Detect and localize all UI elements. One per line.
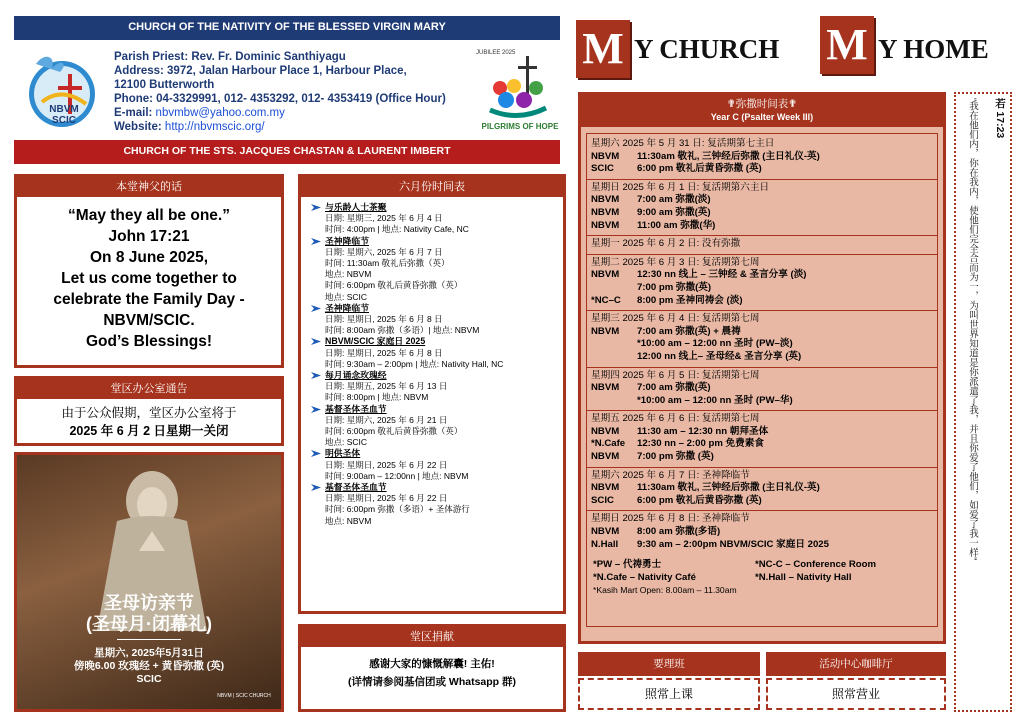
schedule-item-line: 地点: SCIC [325,291,368,302]
cafe-heading: 活动中心咖啡厅 [766,652,946,676]
mass-times-list [587,136,937,554]
church-name-banner [14,16,560,40]
mass-detail: 7:00 pm 弥撒 (英) [637,451,714,463]
catechism-panel [578,652,760,712]
second-church-banner [14,140,560,164]
priest-word-body [17,197,281,352]
address-line-2: 12100 Butterworth [114,79,215,91]
poster-line-2: 傍晚6.00 玫瑰经 + 黄昏弥撒 (英) [73,660,225,672]
schedule-item-line: 时间: 9:30am – 2:00pm | 地点: Nativity Hall, NC [325,358,504,369]
poster-divider [117,639,181,640]
priest-word-line: On 8 June 2025, [89,249,209,266]
poster-title-1: 圣母访亲节 [104,593,194,613]
schedule-item-line: 时间: 6:00pm 弥撒（多语）+ 圣体游行 [325,504,470,515]
mass-location: NBVM [591,325,620,337]
schedule-item-line: 日期: 星期三, 2025 年 6 月 4 日 [325,213,443,224]
mass-row [591,220,933,233]
office-notice-heading: 堂区办公室通告 [17,379,281,399]
schedule-item-line: 日期: 星期日, 2025 年 6 月 22 日 [325,459,448,470]
schedule-item-line: 时间: 11:30am 敬礼后弥撒（英） [325,258,450,269]
mass-times-header [581,95,943,127]
schedule-item [309,202,559,236]
title-word-1: Y CHURCH [634,34,780,64]
mass-detail: 6:00 pm 敬礼后黄昏弥撒 (英) [637,494,762,506]
poster-title-2: (圣母月·闭幕礼) [86,614,212,634]
mass-location: NBVM [591,194,620,206]
mass-times-panel [578,92,946,644]
verse-ref: 若 17:23 [994,98,1006,139]
schedule-item-title: 基督圣体圣血节 [325,403,387,414]
mass-row [591,282,933,295]
mass-row [591,151,933,164]
mass-row [591,526,933,539]
mass-detail: 8:00 am 弥撒(多语) [637,526,721,538]
schedule-item-line: 日期: 星期五, 2025 年 6 月 13 日 [325,381,448,392]
mass-location: NBVM [591,482,620,494]
mass-day-block [587,311,937,367]
mass-row [591,295,933,308]
mass-location: NBVM [591,150,620,162]
title-word-2: Y HOME [878,34,989,64]
arrow-bullet-icon [311,237,321,246]
legend-kasih: *Kasih Mart Open: 8.00am – 11.30am [593,585,737,596]
schedule-item-title: 每月诵念玫瑰经 [325,370,387,381]
cafe-text: 照常营业 [766,678,946,710]
donation-panel [298,624,566,712]
mass-row [591,426,933,439]
mass-day-block [587,411,937,467]
mass-detail: 11:30 am – 12:30 nn 朝拜圣体 [637,425,769,437]
jubilee-logo [476,48,560,136]
title-letter-m2: M [820,16,874,74]
schedule-item [309,448,559,482]
schedule-item-line: 日期: 星期六, 2025 年 6 月 21 日 [325,414,448,425]
arrow-bullet-icon [311,203,321,212]
mass-day-block [587,468,937,512]
june-schedule-panel [298,174,566,614]
jubilee-top: JUBILEE 2025 [476,50,516,56]
priest-word-line: God’s Blessings! [85,333,213,350]
mass-row [591,338,933,351]
schedule-item-line: 时间: 6:00pm 敬礼后黄昏弥撒（英） [325,280,463,291]
mass-day-heading: 星期日 2025 年 6 月 1 日: 复活期第六主日 [591,181,770,193]
cafe-panel [766,652,946,712]
mass-detail: 12:00 nn 线上– 圣母经& 圣言分享 (英) [637,350,802,362]
mass-location: N.Hall [591,538,619,550]
schedule-item [309,370,559,404]
mass-row [591,395,933,408]
mass-row [591,326,933,339]
mass-location: NBVM [591,382,620,394]
poster-title [17,593,281,635]
schedule-item-line: 日期: 星期日, 2025 年 6 月 8 日 [325,347,443,358]
schedule-item-line: 日期: 星期六, 2025 年 6 月 7 日 [325,246,443,257]
parish-info [114,50,474,134]
phone: Phone: 04-3329991, 012- 4353292, 012- 4353419 (Office Hour) [114,93,446,105]
schedule-item-title: 与乐龄人士茶聚 [325,202,387,212]
mass-location: SCIC [591,494,614,506]
schedule-item-line: 时间: 8:00am 弥撒（多语）| 地点: NBVM [325,325,480,336]
priest-word-line: celebrate the Family Day - [53,291,245,308]
priest-word-line: NBVM/SCIC. [103,312,195,329]
poster-badge: NBVM | SCIC CHURCH [217,693,271,699]
mass-day-block [587,511,937,554]
schedule-item-line: 日期: 星期日, 2025 年 6 月 8 日 [325,314,443,325]
mass-detail: 7:00 pm 弥撒(英) [637,281,712,293]
mass-detail: 11:30am 敬礼, 三钟经后弥撒 (主日礼仪-英) [637,150,820,162]
page-title [574,12,1014,84]
schedule-item [309,236,559,303]
mass-detail: 9:00 am 弥撒(英) [637,206,711,218]
poster-line-3: SCIC [136,673,162,685]
schedule-item [309,482,559,527]
mass-day-block [587,136,937,180]
june-schedule-heading: 六月份时间表 [301,177,563,197]
title-letter-m1: M [576,20,630,78]
arrow-bullet-icon [311,304,321,313]
mass-day-heading: 星期日 2025 年 6 月 8 日: 圣神降临节 [591,513,750,525]
mass-detail: 12:30 nn 线上 – 三钟经 & 圣言分享 (淡) [637,269,807,281]
mass-row [591,163,933,176]
parish-logo [22,46,102,130]
schedule-item [309,404,559,449]
mass-day-block [587,368,937,412]
jubilee-bottom: PILGRIMS OF HOPE [481,122,559,131]
mass-location: NBVM [591,219,620,231]
priest-word-heading: 本堂神父的话 [17,177,281,197]
mass-legend [587,554,937,596]
mass-row [591,451,933,464]
mass-location: *N.Cafe [591,438,626,450]
mass-detail: 8:00 pm 圣神同祷会 (淡) [637,294,743,306]
feast-poster [14,452,284,712]
poster-line-1: 星期六, 2025年5月31日 [94,647,204,659]
schedule-item-line: 时间: 9:00am – 12:00nn | 地点: NBVM [325,470,469,481]
mass-detail: 7:00 am 弥撒(英) + 晨祷 [637,325,741,337]
schedule-item-line: 日期: 星期日, 2025 年 6 月 22 日 [325,493,448,504]
mass-row [591,539,933,552]
email-link[interactable]: nbvmbw@yahoo.com.my [155,107,285,119]
mass-day-heading: 星期三 2025 年 6 月 4 日: 复活期第七周 [591,313,760,325]
website-row [114,120,474,134]
mass-detail: 11:00 am 弥撒(华) [637,219,716,231]
mass-location: NBVM [591,526,620,538]
mass-row [591,482,933,495]
mass-day-block [587,255,937,311]
mass-day-heading: 星期二 2025 年 6 月 3 日: 复活期第七周 [591,256,760,268]
catechism-heading: 要理班 [578,652,760,676]
donation-line-1: 感谢大家的慷慨解囊! 主佑! [369,658,495,670]
schedule-item-title: 圣神降临节 [325,302,369,313]
mass-row [591,194,933,207]
poster-details [17,647,281,686]
church-name-2: CHURCH OF THE STS. JACQUES CHASTAN & LAURENT IMBERT [123,145,451,157]
email-label: E-mail: [114,107,156,119]
legend-pw: *PW – 代祷勇士 [593,559,662,571]
schedule-item-line: 地点: SCIC [325,437,368,448]
arrow-bullet-icon [311,337,321,346]
mass-day-block [587,236,937,255]
mass-row [591,351,933,364]
mass-detail: 6:00 pm 敬礼后黄昏弥撒 (英) [637,163,762,175]
mass-day-block [587,180,937,236]
schedule-item-title: 基督圣体圣血节 [325,482,387,493]
website-label: Website: [114,121,165,133]
mass-location: *NC–C [591,294,621,306]
mass-location: NBVM [591,451,620,463]
priest-word-line: Let us come together to [61,270,237,287]
arrow-bullet-icon [311,483,321,492]
office-notice-line-2: 2025 年 6 月 2 日星期一关闭 [69,424,229,438]
mass-row [591,269,933,282]
schedule-item [309,336,559,370]
office-notice-body [17,399,281,440]
legend-ncafe: *N.Cafe – Nativity Café [593,571,696,583]
mass-row [591,438,933,451]
email-row [114,106,474,120]
mass-detail: 12:30 nn – 2:00 pm 免费素食 [637,438,764,450]
verse-panel [954,92,1012,712]
legend-nhall: *N.Hall – Nativity Hall [755,571,852,583]
mass-row [591,495,933,508]
schedule-item-title: 明供圣体 [325,448,361,459]
catechism-text: 照常上课 [578,678,760,710]
mass-day-heading: 星期四 2025 年 6 月 5 日: 复活期第七周 [591,369,760,381]
schedule-item [309,303,559,337]
mass-row [591,382,933,395]
mass-times-heading: ✟弥撒时间表✟ [726,98,798,110]
arrow-bullet-icon [311,449,321,458]
schedule-item-line: 时间: 8:00pm | 地点: NBVM [325,392,429,403]
mass-row [591,207,933,220]
schedule-item-line: 时间: 4:00pm | 地点: Nativity Cafe, NC [325,224,469,235]
schedule-item-line: 地点: NBVM [325,269,372,280]
office-notice-panel [14,376,284,446]
address-line-1: Address: 3972, Jalan Harbour Place 1, Harbour Place, [114,65,407,77]
legend-ncc: *NC-C – Conference Room [755,559,877,571]
mass-day-heading: 星期五 2025 年 6 月 6 日: 复活期第七周 [591,413,760,425]
schedule-item-line: 地点: NBVM [325,515,372,526]
mass-detail: *10:00 am – 12:00 nn 圣时 (PW–淡) [637,338,793,350]
schedule-item-line: 时间: 6:00pm 敬礼后黄昏弥撒（英） [325,426,463,437]
donation-line-2: (详情请参阅基信团或 Whatsapp 群) [348,676,516,688]
priest-word-line: “May they all be one.” [68,207,230,224]
mass-detail: 9:30 am – 2:00pm NBVM/SCIC 家庭日 2025 [637,538,829,550]
priest-word-panel [14,174,284,368]
mass-detail: *10:00 am – 12:00 nn 圣时 (PW–华) [637,394,793,406]
church-name: CHURCH OF THE NATIVITY OF THE BLESSED VIRGIN MARY [128,21,446,33]
donation-body [301,647,563,691]
verse-text: “我在他们内，你在我内，使他们完全合而为一，为叫世界知道是你派遣了我，并且你爱了他们，如爱了我一样” [967,98,978,561]
mass-day-heading: 星期一 2025 年 6 月 2 日: 没有弥撒 [591,238,741,250]
mass-day-heading: 星期六 2025 年 5 月 31 日: 复活期第七主日 [591,138,775,149]
mass-detail: 11:30am 敬礼, 三钟经后弥撒 (主日礼仪-英) [637,482,820,494]
priest-word-line: John 17:21 [108,228,190,245]
mass-location: NBVM [591,425,620,437]
schedule-item-title: NBVM/SCIC 家庭日 2025 [325,336,426,347]
mass-location: NBVM [591,206,620,218]
office-notice-line-1: 由于公众假期，堂区办公室将于 [61,406,237,420]
mass-times-subheading: Year C (Psalter Week III) [710,112,814,122]
arrow-bullet-icon [311,405,321,414]
schedule-item-title: 圣神降临节 [325,235,369,246]
mass-day-heading: 星期六 2025 年 6 月 7 日: 圣神降临节 [591,469,750,481]
arrow-bullet-icon [311,371,321,380]
logo-text: NBVM SCIC [49,104,79,126]
website-link[interactable]: http://nbvmscic.org/ [164,121,265,133]
mass-times-list-wrap [586,133,938,627]
mass-location: SCIC [591,163,614,175]
verse-column [959,98,1007,706]
donation-heading: 堂区捐献 [301,627,563,647]
mass-detail: 7:00 am 弥撒(淡) [637,194,711,206]
june-schedule-list [301,197,563,527]
mass-detail: 7:00 am 弥撒(英) [637,382,711,394]
parish-priest: Parish Priest: Rev. Fr. Dominic Santhiyagu [114,51,346,63]
mass-location: NBVM [591,269,620,281]
